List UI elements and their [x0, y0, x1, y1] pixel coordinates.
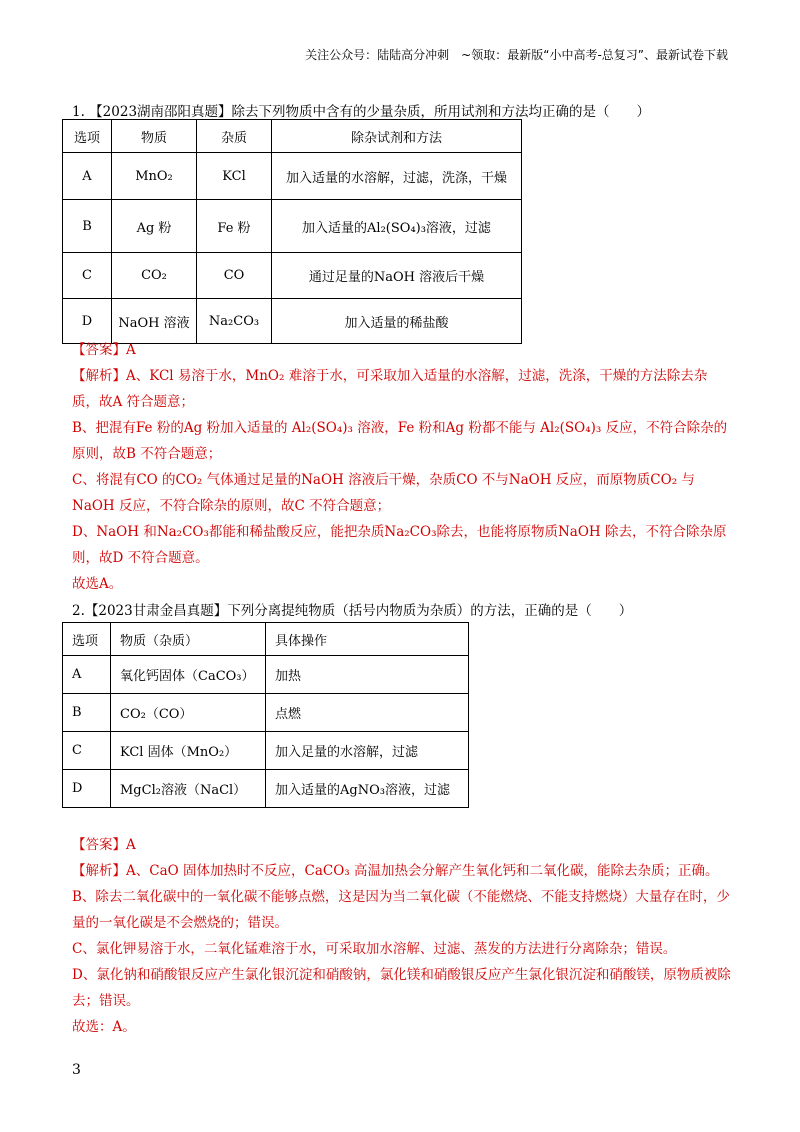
option-cell: A [63, 153, 112, 200]
table-row [63, 153, 522, 200]
table-row [63, 656, 469, 694]
method-cell: 通过足量的NaOH 溶液后干燥 [272, 253, 522, 299]
option-cell: A [63, 656, 111, 694]
table-row [63, 694, 469, 732]
substance-cell: NaOH 溶液 [112, 299, 197, 344]
option-cell: B [63, 694, 111, 732]
question-1-solution [72, 337, 732, 597]
analysis-line: B、把混有Fe 粉的Ag 粉加入适量的 Al₂(SO₄)₃ 溶液，Fe 粉和Ag 粉都不能与 Al₂(SO₄)₃ 反应，不符合除杂的原则，故B 不符合题意； [72, 420, 728, 462]
table-header-cell: 杂质 [197, 120, 272, 153]
method-cell: 加热 [266, 656, 469, 694]
analysis-line: D、NaOH 和Na₂CO₃都能和稀盐酸反应，能把杂质Na₂CO₃除去，也能将原物质NaOH 除去，不符合除杂原则，故D 不符合题意。 [72, 524, 727, 566]
option-cell: D [63, 299, 112, 344]
analysis-line: C、氯化钾易溶于水，二氧化锰难溶于水，可采取加水溶解、过滤、蒸发的方法进行分离除杂；错误。 [72, 941, 677, 957]
table-header-row [63, 120, 522, 153]
analysis-line: C、将混有CO 的CO₂ 气体通过足量的NaOH 溶液后干燥，杂质CO 不与NaOH 反应，而原物质CO₂ 与NaOH 反应，不符合除杂的原则，故C 不符合题意； [72, 472, 695, 514]
method-cell: 加入适量的AgNO₃溶液，过滤 [266, 770, 469, 808]
question-2-solution [72, 832, 732, 1040]
option-cell: D [63, 770, 111, 808]
substance-cell: Ag 粉 [112, 200, 197, 253]
question-1-table [62, 119, 522, 344]
substance-cell: KCl 固体（MnO₂） [111, 732, 266, 770]
table-header-cell: 物质 [112, 120, 197, 153]
analysis-line: 【解析】A、KCl 易溶于水，MnO₂ 难溶于水，可采取加入适量的水溶解，过滤，洗涤，干燥的方法除去杂质，故A 符合题意； [72, 368, 708, 410]
table-row [63, 732, 469, 770]
substance-cell: 氧化钙固体（CaCO₃） [111, 656, 266, 694]
method-cell: 加入适量的水溶解，过滤，洗涤，干燥 [272, 153, 522, 200]
table-header-cell: 具体操作 [266, 623, 469, 656]
question-2-title: 2.【2023甘肃金昌真题】下列分离提纯物质（括号内物质为杂质）的方法，正确的是（ ） [72, 603, 633, 619]
impurity-cell: Na₂CO₃ [197, 299, 272, 344]
table-row [63, 770, 469, 808]
conclusion-line: 故选A。 [72, 576, 123, 592]
method-cell: 点燃 [266, 694, 469, 732]
table-header-cell: 选项 [63, 120, 112, 153]
analysis-line: 【解析】A、CaO 固体加热时不反应，CaCO₃ 高温加热会分解产生氧化钙和二氧化碳，能除去杂质；正确。 [72, 863, 719, 879]
table-row [63, 253, 522, 299]
substance-cell: MnO₂ [112, 153, 197, 200]
question-1-title: 1. 【2023湖南邵阳真题】除去下列物质中含有的少量杂质，所用试剂和方法均正确的是（ ） [72, 104, 651, 120]
impurity-cell: CO [197, 253, 272, 299]
page-number: 3 [72, 1062, 81, 1078]
option-cell: C [63, 253, 112, 299]
answer-line: 【答案】A [72, 837, 136, 853]
question-2-table [62, 622, 469, 808]
substance-cell: MgCl₂溶液（NaCl） [111, 770, 266, 808]
table-header-cell: 选项 [63, 623, 111, 656]
method-cell: 加入适量的稀盐酸 [272, 299, 522, 344]
impurity-cell: Fe 粉 [197, 200, 272, 253]
substance-cell: CO₂（CO） [111, 694, 266, 732]
method-cell: 加入足量的水溶解，过滤 [266, 732, 469, 770]
table-header-cell: 物质（杂质） [111, 623, 266, 656]
answer-line: 【答案】A [72, 342, 136, 358]
analysis-line: D、氯化钠和硝酸银反应产生氯化银沉淀和硝酸钠，氯化镁和硝酸银反应产生氯化银沉淀和硝酸镁，原物质被除去；错误。 [72, 967, 731, 1009]
conclusion-line: 故选：A。 [72, 1019, 136, 1035]
table-row [63, 200, 522, 253]
substance-cell: CO₂ [112, 253, 197, 299]
page-header: 关注公众号：陆陆高分冲刺 ~领取：最新版“小中高考-总复习”、最新试卷下载 [305, 48, 728, 62]
method-cell: 加入适量的Al₂(SO₄)₃溶液，过滤 [272, 200, 522, 253]
impurity-cell: KCl [197, 153, 272, 200]
analysis-line: B、除去二氧化碳中的一氧化碳不能够点燃，这是因为当二氧化碳（不能燃烧、不能支持燃烧）大量存在时，少量的一氧化碳是不会燃烧的；错误。 [72, 889, 730, 931]
option-cell: B [63, 200, 112, 253]
option-cell: C [63, 732, 111, 770]
table-header-cell: 除杂试剂和方法 [272, 120, 522, 153]
table-header-row [63, 623, 469, 656]
